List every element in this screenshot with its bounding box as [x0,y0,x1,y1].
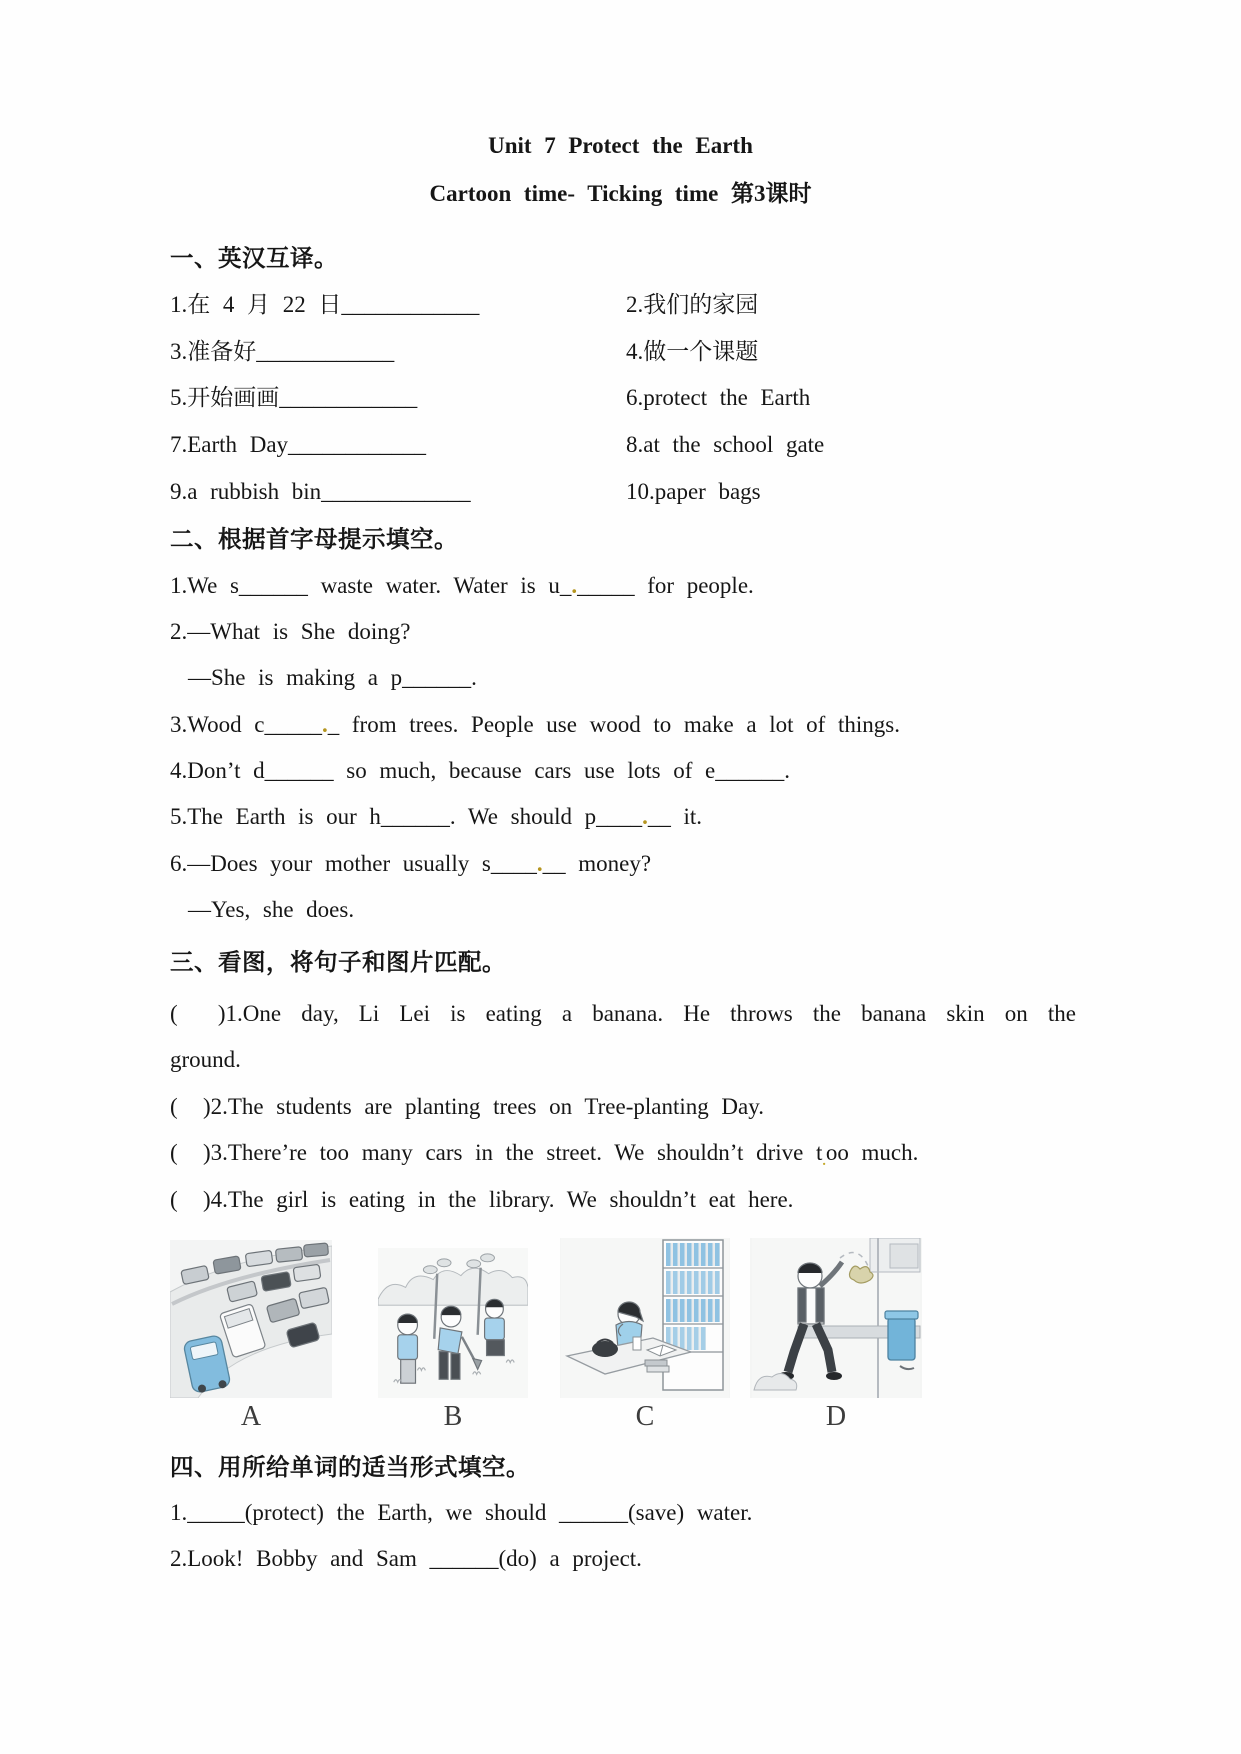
children-planting-trees-illustration [378,1248,528,1398]
page-title: Unit 7 Protect the Earth [488,133,753,158]
text-segment: __ money? [542,851,652,876]
section-4-heading: 四、用所给单词的适当形式填空。 [170,1454,530,1480]
match-item-3 [170,1138,1076,1172]
stray-dot: . [321,712,328,737]
fill-blank-item-5 [170,802,1076,832]
translation-item-8: 8.at the school gate [626,432,825,457]
page-subtitle: Cartoon time- Ticking time 第3课时 [429,181,812,206]
fill-blank-item-3 [170,710,1076,740]
stray-dot: . [536,851,543,876]
translation-item-2: 2.我们的家园 [626,292,759,317]
stray-dot: . [642,804,648,829]
word-form-item-2: 2.Look! Bobby and Sam ______(do) a project. [170,1546,642,1571]
stray-dot: . [822,1154,826,1169]
fill-blank-item-4: 4.Don’t d______ so much, because cars use lots of e______. [170,758,790,783]
boy-throwing-banana-skin-near-bin-illustration [750,1238,922,1398]
text-segment: _ from trees. People use wood to make a lot of things. [327,712,900,737]
fill-blank-item-6-answer: —Yes, she does. [188,897,355,922]
translation-item-1: 1.在 4 月 22 日____________ [170,292,480,317]
picture-label-c: C [635,1401,655,1432]
traffic-jam-illustration [170,1240,332,1398]
text-segment: _____ for people. [577,573,754,598]
translation-item-9: 9.a rubbish bin_____________ [170,479,471,504]
text-segment: 3.Wood c_____ [170,712,322,737]
picture-label-d: D [825,1401,847,1432]
match-item-1-line-1: ( )1.One day, Li Lei is eating a banana. He throws the banana skin on the [170,1001,1076,1026]
fill-blank-item-6 [170,849,1076,879]
fill-blank-item-2: 2.—What is She doing? [170,619,411,644]
stray-dot: . [571,573,578,598]
translation-item-10: 10.paper bags [626,479,761,504]
section-2-heading: 二、根据首字母提示填空。 [170,526,458,552]
match-item-2: ( )2.The students are planting trees on Tree-planting Day. [170,1094,764,1119]
fill-blank-item-2-answer: —She is making a p______. [188,665,477,690]
section-3-heading: 三、看图，将句子和图片匹配。 [170,949,506,975]
text-segment: oo much. [825,1140,919,1165]
text-segment: 1.We s______ waste water. Water is u_ [170,573,572,598]
picture-label-a: A [240,1401,262,1432]
text-segment: 5.The Earth is our h______. We should p____ [170,804,643,829]
translation-item-3: 3.准备好____________ [170,339,395,364]
translation-item-7: 7.Earth Day____________ [170,432,427,457]
text-segment: 6.—Does your mother usually s____ [170,851,537,876]
text-segment: ( )3.There’re too many cars in the street. We shouldn’t drive t [170,1140,823,1165]
section-1-heading: 一、英汉互译。 [170,245,338,271]
translation-item-5: 5.开始画画____________ [170,385,418,410]
match-item-4: ( )4.The girl is eating in the library. We shouldn’t eat here. [170,1187,794,1212]
translation-item-6: 6.protect the Earth [626,385,811,410]
picture-label-b: B [443,1401,463,1432]
match-item-1-line-2: ground. [170,1047,241,1072]
fill-blank-item-1 [170,571,1076,601]
text-segment: __ it. [647,804,703,829]
translation-item-4: 4.做一个课题 [626,339,759,364]
word-form-item-1: 1._____(protect) the Earth, we should ______(save) water. [170,1500,753,1525]
girl-eating-in-library-illustration [560,1238,730,1398]
